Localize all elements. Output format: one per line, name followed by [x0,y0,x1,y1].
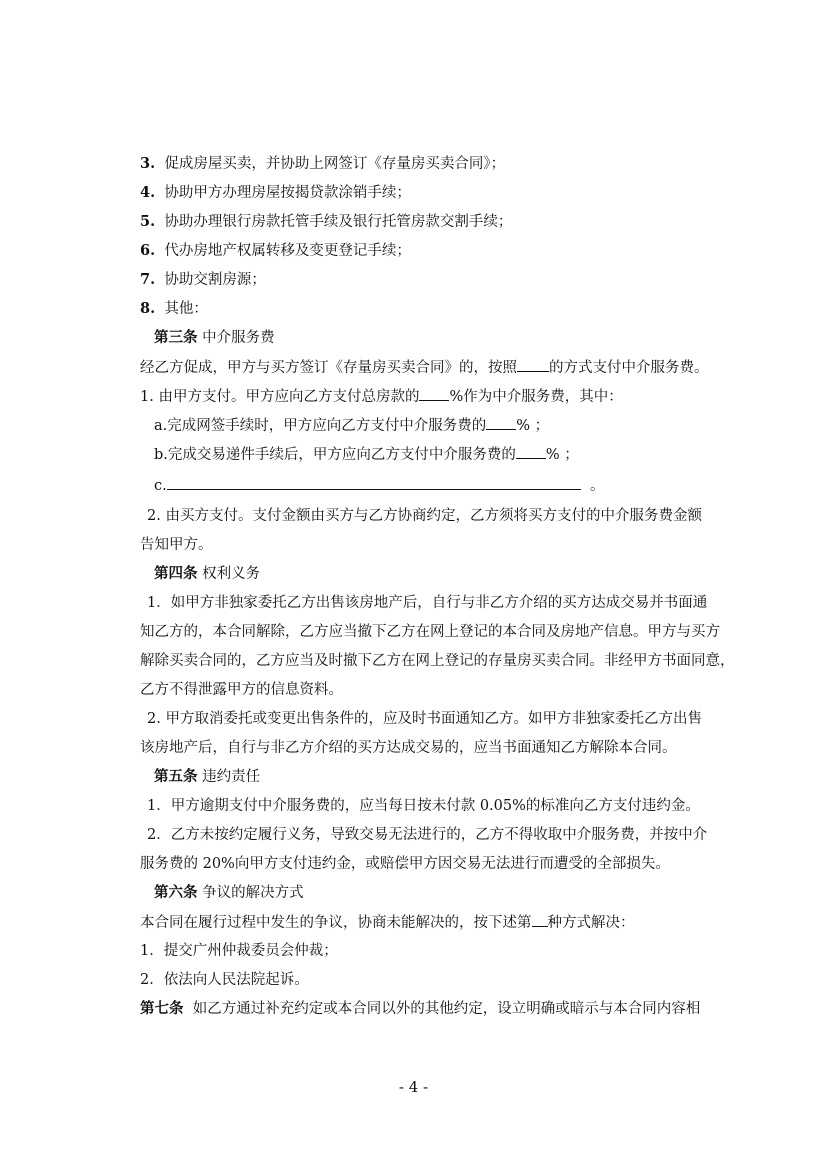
article-3-heading: 第三条 中介服务费 [154,329,275,346]
article-3-item-2: 2. 由买方支付。支付金额由买方与乙方协商约定，乙方须将买方支付的中介服务费金额 [147,508,702,524]
list-item: 4. 协助甲方办理房屋按揭贷款涂销手续； [140,184,411,201]
blank-field [532,912,548,927]
article-4-p2: 2. 甲方取消委托或变更出售条件的，应及时书面通知乙方。如甲方非独家委托乙方出售 [147,711,702,727]
blank-field [516,444,546,459]
list-item: 5. 协助办理银行房款托管手续及银行托管房款交割手续； [140,213,513,230]
article-6-intro: 本合同在履行过程中发生的争议，协商未能解决的，按下述第 种方式解决： [140,912,635,933]
article-6-option-1: 1．提交广州仲裁委员会仲裁； [140,943,338,959]
article-3-item-a: a.完成网签手续时，甲方应向乙方支付中介服务费的 % ； [154,415,549,436]
list-item: 8. 其他： [140,300,208,317]
article-4-p1: 乙方不得泄露甲方的信息资料。 [140,682,343,698]
article-4-p1: 知乙方的，本合同解除，乙方应当撤下乙方在网上登记的本合同及房地产信息。甲方与买方 [140,624,720,640]
article-5-p1: 1．甲方逾期支付中介服务费的，应当每日按未付款 0.05%的标准向乙方支付违约金。 [147,798,700,814]
article-3-item-2-cont: 告知甲方。 [140,537,213,553]
article-4-p2: 该房地产后，自行与非乙方介绍的买方达成交易的，应当书面通知乙方解除本合同。 [140,740,677,756]
article-5-heading: 第五条 违约责任 [154,768,261,785]
blank-field [167,475,581,490]
list-item: 6. 代办房地产权属转移及变更登记手续； [140,242,411,259]
article-3-intro: 经乙方促成，甲方与买方签订《存量房买卖合同》的，按照 的方式支付中介服务费。 [140,357,709,378]
article-4-p1: 1．如甲方非独家委托乙方出售该房地产后，自行与非乙方介绍的买方达成交易并书面通 [147,595,708,611]
article-3-item-1: 1. 由甲方支付。甲方应向乙方支付总房款的 %作为中介服务费，其中： [140,386,623,407]
article-6-option-2: 2．依法向人民法院起诉。 [140,972,309,988]
list-item: 3. 促成房屋买卖，并协助上网签订《存量房买卖合同》； [140,155,506,172]
blank-field [517,357,549,372]
blank-field [486,415,516,430]
article-5-p2: 2．乙方未按约定履行义务，导致交易无法进行的，乙方不得收取中介服务费，并按中介 [147,827,708,843]
article-3-item-c: c. 。 [154,475,604,496]
article-6-heading: 第六条 争议的解决方式 [154,884,304,901]
page-number: - 4 - [398,1078,429,1096]
blank-field [419,386,449,401]
article-5-p2: 服务费的 20%向甲方支付违约金，或赔偿甲方因交易无法进行而遭受的全部损失。 [140,856,670,872]
article-3-item-b: b.完成交易递件手续后，甲方应向乙方支付中介服务费的 % ； [154,444,579,465]
article-4-heading: 第四条 权利义务 [154,565,261,582]
article-4-p1: 解除买卖合同的，乙方应当及时撤下乙方在网上登记的存量房买卖合同。非经甲方书面同意， [140,653,735,669]
article-7: 第七条 如乙方通过补充约定或本合同以外的其他约定，设立明确或暗示与本合同内容相 [140,1000,701,1017]
list-item: 7. 协助交割房源； [140,271,266,288]
